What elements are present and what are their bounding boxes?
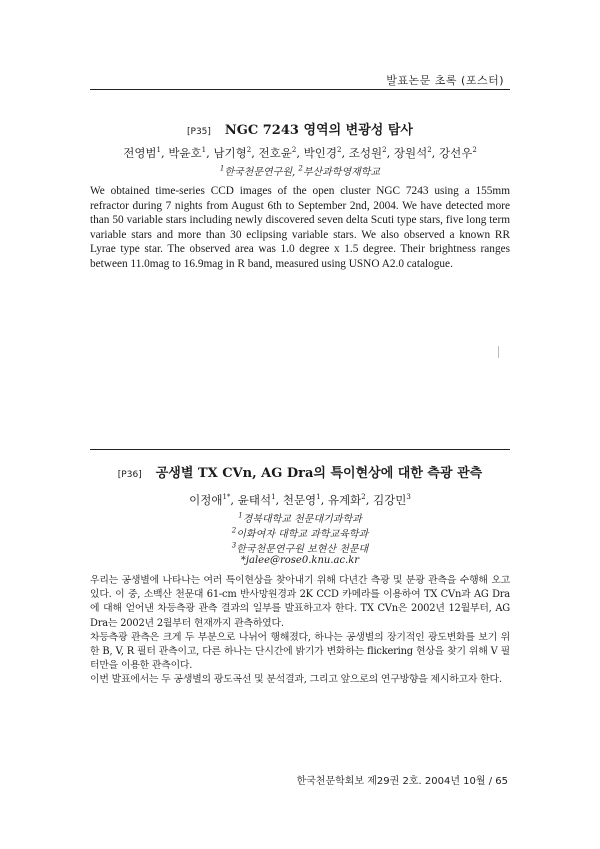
article1-title-text: NGC 7243 영역의 변광성 탐사 xyxy=(224,123,413,138)
header-label: 발표논문 초록 (포스터) xyxy=(386,74,504,87)
abstract-paragraph: 이번 발표에서는 두 공생별의 광도곡선 및 분석결과, 그리고 앞으로의 연구방향을 제시하고자 한다. xyxy=(90,674,502,686)
article2-affiliation-2: $^2$이화여자 대학교 과학교육학과 xyxy=(231,526,369,540)
author: 윤태석$^1$, xyxy=(237,493,283,507)
author: 박인경$^2$, xyxy=(303,146,349,160)
article2-affiliation-3: $^3$한국천문연구원 보현산 천문대 xyxy=(231,541,369,555)
author: 장원석$^2$, xyxy=(393,146,439,160)
author: 이정애$^{1*}$, xyxy=(189,493,238,507)
author: 천문영$^1$, xyxy=(282,493,328,507)
article1-code: [P35] xyxy=(187,127,211,137)
article2-email: *jalee@rose0.knu.ac.kr xyxy=(240,555,360,566)
author: 전호윤$^2$, xyxy=(258,146,304,160)
header-rule xyxy=(90,89,510,90)
article2-abstract xyxy=(90,574,510,688)
author: 박윤호$^1$, xyxy=(168,146,214,160)
affiliation: $^1$한국천문연구원, xyxy=(219,164,299,178)
article2-code: [P36] xyxy=(117,470,142,480)
scan-speck xyxy=(498,346,499,358)
mid-rule xyxy=(90,449,510,450)
abstract-paragraph: 우리는 공생별에 나타나는 여러 특이현상을 찾아내기 위해 다년간 측광 및 분광 관측을 수행해 오고 있다. 이 중, 소백산 천문대 61-cm 반사망원경과 2K CCD 카메라를 이용하여 TX CVn과 AG Dra에 대해 얻어낸 차등측광 관측 결과의 일부를 발표하고자 한다. TX CVn은 2002년 12월부터, AG Dra는 2002년 2월부터 현재까지 관측하였다. xyxy=(90,575,510,629)
author: 전영범$^1$, xyxy=(123,146,169,160)
article2-title-text: 공생별 TX CVn, AG Dra의 특이현상에 대한 측광 관측 xyxy=(155,466,483,481)
author: 강선우$^2$ xyxy=(438,146,477,160)
article1-authors xyxy=(0,145,600,161)
article2-title xyxy=(0,462,600,481)
article1-abstract: We obtained time-series CCD images of the open cluster NGC 7243 using a 155mm refractor during 7 nights from August 6th to September 2nd, 2004. We have detected more than 50 variable stars including newly discovered seven delta Scuti type stars, five long term variable stars and more than 30 eclipsing variable stars. We also observed a known RR Lyrae type star. The observed area was 1.0 degree x 1.5 degree. Their brightness ranges between 11.0mag to 16.9mag in R band, measured using USNO A2.0 catalogue. xyxy=(90,185,510,270)
article1-title xyxy=(0,119,600,138)
author: 유계화$^2$, xyxy=(327,493,374,507)
affiliation: $^2$부산과학영재학교 xyxy=(298,164,381,178)
author: 김강민$^3$ xyxy=(373,493,411,507)
author: 남기형$^2$, xyxy=(213,146,259,160)
article2-affiliation-1: $^1$경북대학교 천문대기과학과 xyxy=(238,511,362,525)
footer-citation: 한국천문학회보 제29권 2호. 2004년 10월 / 65 xyxy=(296,776,508,787)
article2-authors xyxy=(0,492,600,508)
author: 조성원$^2$, xyxy=(348,146,394,160)
article1-affiliations xyxy=(0,163,600,178)
abstract-paragraph: 차등측광 관측은 크게 두 부분으로 나뉘어 행해졌다, 하나는 공생별의 장기적인 광도변화를 보기 위한 B, V, R 필터 관측이고, 다른 하나는 단시간에 밝기가 변화하는 flickering 현상을 찾기 위해 V 필터만을 이용한 관측이다. xyxy=(90,631,510,672)
